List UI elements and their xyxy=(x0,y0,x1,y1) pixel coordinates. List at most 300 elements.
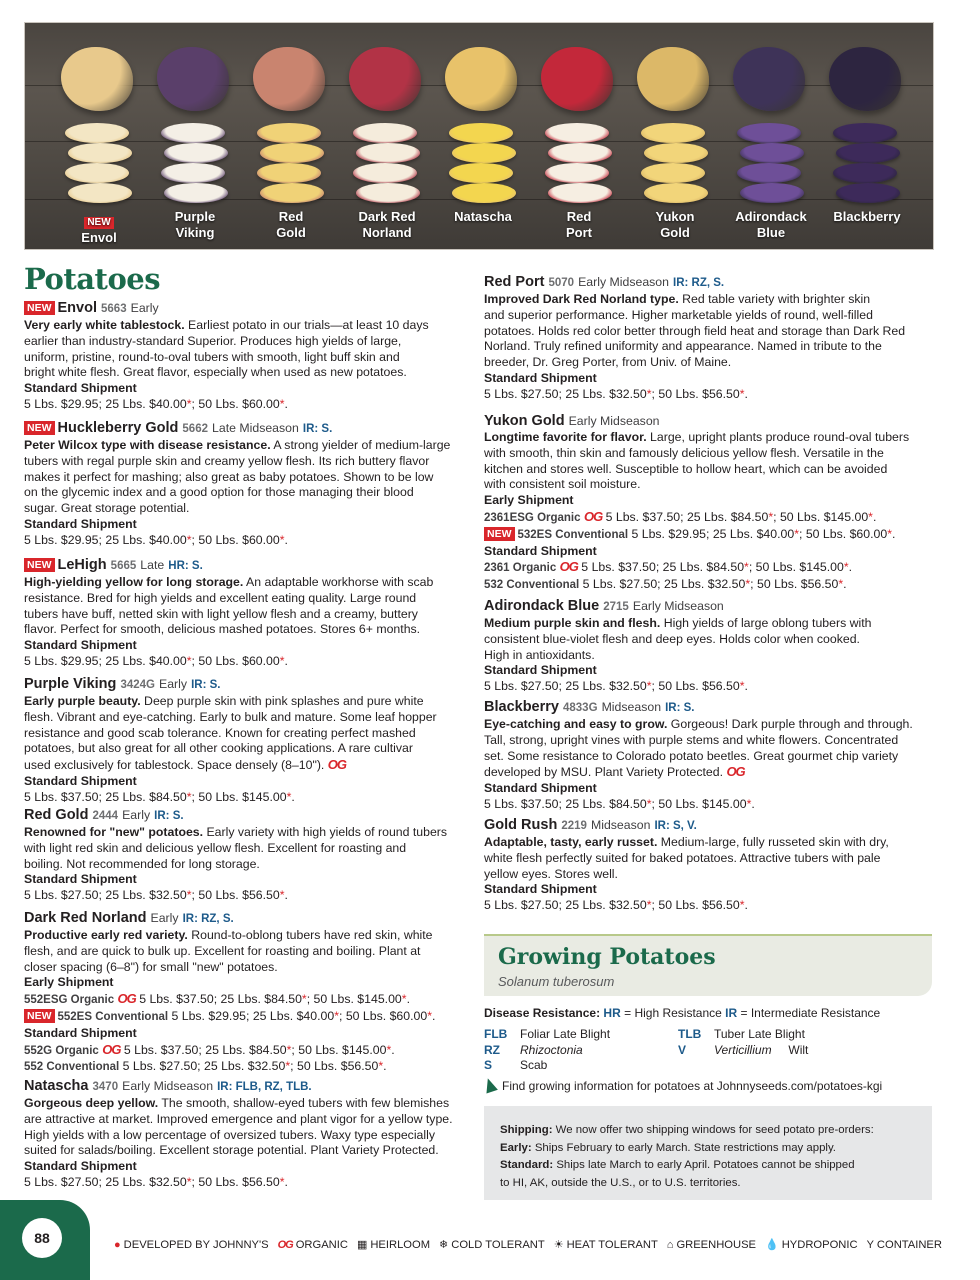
growing-potatoes-box xyxy=(484,934,932,996)
maturity: Early xyxy=(159,677,188,691)
price-star: * xyxy=(646,679,652,694)
price-star: * xyxy=(301,992,307,1007)
entry-heading xyxy=(484,413,932,430)
page-number: 88 xyxy=(22,1218,62,1258)
price-line: 5 Lbs. $27.50; 25 Lbs. $32.50*; 50 Lbs. $56.50*. xyxy=(484,898,748,913)
entry-adirondack-blue xyxy=(484,598,932,695)
price-line: 5 Lbs. $27.50; 25 Lbs. $32.50*; 50 Lbs. $56.50*. xyxy=(24,1174,288,1189)
hr-text: = High Resistance xyxy=(620,1006,726,1020)
entry-heading xyxy=(484,817,932,835)
new-badge: NEW xyxy=(24,558,55,572)
caption-line2: Viking xyxy=(175,225,215,240)
legend-meaning: Foliar Late Blight xyxy=(520,1027,611,1041)
potato-slice xyxy=(68,183,132,203)
entry-heading xyxy=(24,807,472,825)
entry-heading xyxy=(24,910,472,928)
entry-purple-viking xyxy=(24,676,472,806)
entry-gold-rush xyxy=(484,817,932,914)
potato-variety xyxy=(725,23,817,250)
lead-text: Very early white tablestock. xyxy=(24,318,185,332)
description-line: Renowned for "new" potatoes. Early variety with high yields of round tubers xyxy=(24,825,448,839)
disease-resistance-key xyxy=(484,1006,880,1020)
option-line: NEW 552ES Conventional 5 Lbs. $29.95; 25 Lbs. $40.00*; 50 Lbs. $60.00*. xyxy=(24,1009,472,1026)
shipment-label: Standard Shipment xyxy=(24,773,137,788)
legend-label: DEVELOPED BY JOHNNY'S xyxy=(123,1239,269,1251)
entry-heading xyxy=(484,598,932,616)
maturity: Early xyxy=(122,808,151,822)
shipment-label: Standard Shipment xyxy=(484,781,597,796)
potato-slice xyxy=(740,183,804,203)
potato-variety xyxy=(821,23,913,250)
price-star: * xyxy=(739,679,745,694)
potato-slice xyxy=(548,183,612,203)
resistance-codes: IR: S. xyxy=(191,679,221,691)
territories-text: to HI, AK, outside the U.S., or to U.S. territories. xyxy=(500,1176,741,1189)
price-star: * xyxy=(378,1059,384,1074)
potato-slice xyxy=(260,183,324,203)
shipment-label: Standard Shipment xyxy=(484,882,597,897)
whole-potato xyxy=(349,47,421,111)
description-line: Norland. Truly refined uniformity and appearance. Named in tribute to the xyxy=(484,339,882,354)
price-star: * xyxy=(427,1008,432,1023)
variety-name: Red Port xyxy=(484,274,545,290)
legend-code: S xyxy=(484,1058,493,1072)
potato-slice xyxy=(353,163,417,183)
potato-slice xyxy=(641,163,705,183)
legend-meaning: Scab xyxy=(520,1058,548,1072)
cursor-arrow-icon xyxy=(482,1076,498,1093)
variety-name: Natascha xyxy=(24,1078,89,1094)
potato-slice xyxy=(737,163,801,183)
description-line: breeder, Dr. Greg Porter, from Univ. of Maine. xyxy=(484,355,732,370)
description-line: potatoes, but also great for all other cooking applications. A rare cultivar xyxy=(24,741,413,756)
description-line: uniform, pristine, round-to-oval tubers with smooth, light buff skin and xyxy=(24,349,400,364)
description-line: set. Some resistance to Colorado potato beetles. Great gourmet chip variety xyxy=(484,748,899,763)
potato-variety xyxy=(341,23,433,250)
price-star: * xyxy=(746,796,752,811)
resistance-codes: IR: S. xyxy=(154,810,184,822)
description-line: Productive early red variety. Round-to-oblong tubers have red skin, white xyxy=(24,928,433,942)
potato-slice xyxy=(257,123,321,143)
entry-heading xyxy=(484,274,932,292)
description-line: kitchen and stores well. Susceptible to hollow heart, which can be avoided xyxy=(484,461,888,476)
product-code: 2444 xyxy=(92,810,119,822)
ir-text: = Intermediate Resistance xyxy=(737,1006,881,1020)
lead-text: Improved Dark Red Norland type. xyxy=(484,292,679,306)
lead-text: Gorgeous deep yellow. xyxy=(24,1096,159,1110)
legend-code: V xyxy=(678,1042,687,1057)
whole-potato xyxy=(61,47,133,111)
standard-text: Ships late March to early April. Potatoes cannot be shipped xyxy=(553,1159,855,1171)
legend-code: FLB xyxy=(484,1027,508,1041)
shipment-label: Standard Shipment xyxy=(24,1025,137,1040)
potato-slice xyxy=(740,143,804,163)
potato-slice xyxy=(833,163,897,183)
product-code: 5070 xyxy=(548,277,575,289)
variety-name: Gold Rush xyxy=(484,817,558,833)
potato-slice xyxy=(545,163,609,183)
option-label: 2361 Organic xyxy=(484,562,557,575)
new-badge: NEW xyxy=(24,421,55,435)
description-line: Peter Wilcox type with disease resistance. A strong yielder of medium-large xyxy=(24,438,451,452)
lead-text: High-yielding yellow for long storage. xyxy=(24,575,244,589)
potato-slice xyxy=(356,143,420,163)
legend-label: HYDROPONIC xyxy=(781,1239,858,1251)
description-line: with consistent soil moisture. xyxy=(484,477,641,492)
cold-tolerant-icon: ❄ xyxy=(439,1239,449,1251)
price-line: 5 Lbs. $37.50; 25 Lbs. $84.50*; 50 Lbs. $145.00*. xyxy=(484,796,755,811)
organic-icon: OG xyxy=(102,1041,121,1057)
entry-red-gold xyxy=(24,807,472,904)
price-star: * xyxy=(279,532,285,547)
description-line: High in antioxidants. xyxy=(484,647,595,662)
potato-slice xyxy=(449,163,513,183)
resistance-codes: IR: RZ, S. xyxy=(673,277,725,289)
caption-line1: Blackberry xyxy=(833,209,901,224)
description-line: consistent blue-violet flesh and deep eyes. Holds color when cooked. xyxy=(484,631,860,646)
description-line: resistance and good scab tolerance. Known for creating perfect mashed xyxy=(24,725,416,740)
shipment-label: Standard Shipment xyxy=(484,370,597,385)
legend-code: TLB xyxy=(678,1027,702,1041)
shipping-text: We now offer two shipping windows for seed potato pre-orders: xyxy=(552,1124,874,1136)
maturity: Midseason xyxy=(590,818,651,832)
maturity: Early Midseason xyxy=(578,275,669,289)
resistance-codes: IR: S, V. xyxy=(654,820,697,832)
potato-slice xyxy=(164,143,228,163)
resistance-codes: IR: RZ, S. xyxy=(182,913,234,925)
price-star: * xyxy=(739,898,745,913)
description-line: bright white flesh. Great flavor, especially when used as new potatoes. xyxy=(24,365,407,380)
variety-name: LeHigh xyxy=(57,557,107,573)
legend-label: GREENHOUSE xyxy=(676,1239,757,1251)
option-line: 2361 Organic OG 5 Lbs. $37.50; 25 Lbs. $84.50*; 50 Lbs. $145.00*. xyxy=(484,559,853,575)
variety-name: Dark Red Norland xyxy=(24,910,147,926)
price-star: * xyxy=(285,1059,291,1074)
price-star: * xyxy=(646,898,652,913)
potato-slice xyxy=(257,163,321,183)
potato-slice xyxy=(836,183,900,203)
entry-heading xyxy=(24,557,472,575)
description-line: flavor. Perfect for smooth, delicious mashed potatoes. Stores 6+ months. xyxy=(24,622,421,637)
description-line: makes it perfect for mashing; also great as baby potatoes. Shown to be low xyxy=(24,469,434,484)
price-star: * xyxy=(401,992,407,1007)
caption-line2: Gold xyxy=(660,225,690,240)
shipping-label: Shipping: xyxy=(500,1124,553,1136)
lead-text: Peter Wilcox type with disease resistance. xyxy=(24,438,271,452)
option-line: 532 Conventional 5 Lbs. $27.50; 25 Lbs. $32.50*; 50 Lbs. $56.50*. xyxy=(484,577,847,592)
maturity: Early xyxy=(150,911,179,925)
heirloom-icon: ▦ xyxy=(356,1239,368,1251)
description-line: sugar. Great storage potential. xyxy=(24,501,190,516)
shipment-label: Early Shipment xyxy=(484,493,574,508)
legend-suffix: Wilt xyxy=(788,1042,809,1057)
shipment-label: Standard Shipment xyxy=(24,872,137,887)
caption-line1: Red xyxy=(278,209,304,224)
potato-variety xyxy=(53,23,145,250)
growing-info-text: Find growing information for potatoes at Johnnyseeds.com/potatoes-kgi xyxy=(502,1079,883,1093)
legend-label: COLD TOLERANT xyxy=(451,1239,545,1251)
variety-name: Envol xyxy=(57,300,97,316)
lead-text: Medium purple skin and flesh. xyxy=(484,616,661,630)
hydroponic-icon: 💧 xyxy=(765,1239,779,1251)
resistance-codes: IR: S. xyxy=(302,423,333,435)
description-line: Tall, strong, upright vines with purple stems and white flowers. Concentrated xyxy=(484,732,899,747)
caption-line2: Port xyxy=(566,225,592,240)
potato-slice xyxy=(548,143,612,163)
entry-heading xyxy=(484,699,932,717)
entry-lehigh xyxy=(24,557,472,670)
early-text: Ships February to early March. State restrictions may apply. xyxy=(531,1141,836,1154)
resistance-codes: IR: FLB, RZ, TLB. xyxy=(217,1081,312,1093)
variety-name: Huckleberry Gold xyxy=(57,420,179,436)
new-badge: NEW xyxy=(84,217,113,229)
maturity: Late Midseason xyxy=(212,421,299,435)
potato-variety xyxy=(629,23,721,250)
option-line: 2361ESG Organic OG 5 Lbs. $37.50; 25 Lbs. $84.50*; 50 Lbs. $145.00*. xyxy=(484,508,877,524)
maturity: Midseason xyxy=(601,700,662,714)
price-star: * xyxy=(186,888,192,903)
price-star: * xyxy=(279,396,285,411)
product-code: 2219 xyxy=(561,820,587,832)
page-title: Potatoes xyxy=(24,262,161,296)
caption-line2: Blue xyxy=(756,225,786,240)
legend-item xyxy=(667,1239,756,1251)
whole-potato xyxy=(541,47,613,111)
early-label: Early: xyxy=(500,1141,532,1154)
price-line: 5 Lbs. $29.95; 25 Lbs. $40.00*; 50 Lbs. $60.00*. xyxy=(24,396,288,411)
price-star: * xyxy=(794,526,799,541)
potato-slice xyxy=(353,123,417,143)
potato-slice xyxy=(356,183,420,203)
description-line: flesh. Vibrant and eye-catching. Early to bulk and mature. Some leaf hopper xyxy=(24,709,437,724)
organic-icon: OG xyxy=(559,559,578,575)
option-label: 552ES Conventional xyxy=(57,1010,169,1023)
hero-photo xyxy=(24,22,934,250)
description-line: High-yielding yellow for long storage. An adaptable workhorse with scab xyxy=(24,575,434,589)
option-label: 2361ESG Organic xyxy=(484,511,581,524)
price-star: * xyxy=(279,653,285,668)
resistance-codes: HR: S. xyxy=(168,560,203,572)
lead-text: Early purple beauty. xyxy=(24,694,141,708)
caption-line2: Norland xyxy=(362,225,412,240)
option-line: NEW 532ES Conventional 5 Lbs. $29.95; 25 Lbs. $40.00*; 50 Lbs. $60.00*. xyxy=(484,527,932,544)
potato-slice xyxy=(65,163,129,183)
legend-label: HEIRLOOM xyxy=(370,1239,431,1251)
description-line: suited for salads/boiling. Excellent storage potential. Plant Variety Protected. xyxy=(24,1143,439,1158)
price-star: * xyxy=(186,1174,192,1189)
caption-line1: Adirondack xyxy=(735,209,807,224)
description-line: developed by MSU. Plant Variety Protected. OG xyxy=(484,764,745,780)
price-line: 5 Lbs. $27.50; 25 Lbs. $32.50*; 50 Lbs. $56.50*. xyxy=(484,679,748,694)
potato-slice xyxy=(449,123,513,143)
description-line: High yields with a low percentage of oversized tubers. Waxy type especially xyxy=(24,1127,436,1142)
whole-potato xyxy=(829,47,901,111)
disease-label: Disease Resistance: xyxy=(484,1006,601,1020)
new-badge: NEW xyxy=(24,301,55,315)
potato-variety xyxy=(437,23,529,250)
price-star: * xyxy=(646,386,652,401)
entry-heading xyxy=(24,300,472,318)
shipment-label: Standard Shipment xyxy=(24,381,137,396)
description-line: flesh, and are quick to bulk up. Excellent for roasting and boiling. Plant at xyxy=(24,943,421,958)
option-label: 552ESG Organic xyxy=(24,994,115,1007)
caption-line1: Purple xyxy=(174,209,216,224)
description-line: tubers have buff, netted skin with light yellow flesh and a creamy, buttery xyxy=(24,606,418,621)
description-line: Very early white tablestock. Earliest potato in our trials—at least 10 days xyxy=(24,318,429,332)
resistance-codes: IR: S. xyxy=(665,702,695,714)
product-code: 5665 xyxy=(110,560,137,572)
description-line: resistance. Bred for high yields and excellent eating quality. Large round xyxy=(24,590,417,605)
variety-name: Adirondack Blue xyxy=(484,598,600,614)
greenhouse-icon: ⌂ xyxy=(666,1239,674,1251)
price-star: * xyxy=(745,577,751,592)
potato-slice xyxy=(452,183,516,203)
price-star: * xyxy=(386,1042,392,1057)
potato-slice xyxy=(161,163,225,183)
product-code: 3470 xyxy=(92,1081,119,1093)
organic-icon: OG xyxy=(117,991,136,1007)
growing-info-link[interactable] xyxy=(484,1078,882,1093)
entry-natascha xyxy=(24,1078,472,1191)
potato-slice xyxy=(644,183,708,203)
shipment-label: Standard Shipment xyxy=(24,1159,137,1174)
option-label: 532ES Conventional xyxy=(517,528,629,541)
legend-item xyxy=(765,1239,858,1251)
caption-line1: Yukon xyxy=(655,209,695,224)
price-star: * xyxy=(887,526,892,541)
caption-line1: Natascha xyxy=(454,209,512,224)
description-line: Early purple beauty. Deep purple skin with pink splashes and pure white xyxy=(24,694,424,708)
caption-line2: Gold xyxy=(276,225,306,240)
shipment-label: Standard Shipment xyxy=(484,543,597,558)
price-star: * xyxy=(286,789,292,804)
option-line: 552G Organic OG 5 Lbs. $37.50; 25 Lbs. $84.50*; 50 Lbs. $145.00*. xyxy=(24,1041,395,1057)
shipment-label: Standard Shipment xyxy=(484,663,597,678)
price-line: 5 Lbs. $29.95; 25 Lbs. $40.00*; 50 Lbs. $60.00*. xyxy=(24,653,288,668)
entry-yukon-gold xyxy=(484,413,932,594)
option-label: 552 Conventional xyxy=(24,1061,120,1074)
entry-dark-red-norland xyxy=(24,910,472,1076)
growing-title: Growing Potatoes xyxy=(498,944,716,970)
organic-icon: OG xyxy=(726,764,745,780)
description-line: and superior performance. Higher marketable yields of round, well-filled xyxy=(484,307,873,322)
entry-heading xyxy=(24,420,472,438)
product-code: 4833G xyxy=(563,702,598,714)
legend-item xyxy=(439,1239,545,1251)
entry-heading xyxy=(24,1078,472,1096)
description-line: yellow eyes. Stores well. xyxy=(484,866,618,881)
lead-text: Eye-catching and easy to grow. xyxy=(484,717,668,731)
whole-potato xyxy=(637,47,709,111)
legend-label: CONTAINER xyxy=(876,1239,942,1251)
legend-meaning: Rhizoctonia xyxy=(520,1042,583,1057)
variety-name: Purple Viking xyxy=(24,676,117,692)
potato-slice xyxy=(641,123,705,143)
potato-variety xyxy=(533,23,625,250)
entry-red-port xyxy=(484,274,932,403)
potato-slice xyxy=(833,123,897,143)
price-star: * xyxy=(646,796,652,811)
product-code: 2715 xyxy=(603,601,629,613)
ir-abbr: IR xyxy=(725,1006,738,1020)
price-star: * xyxy=(279,888,285,903)
potato-variety xyxy=(245,23,337,250)
legend-item xyxy=(278,1239,348,1251)
price-star: * xyxy=(286,1042,292,1057)
caption-line1: Envol xyxy=(81,230,117,245)
legend-meaning: Verticillium xyxy=(714,1042,772,1057)
price-star: * xyxy=(744,560,749,575)
maturity: Late xyxy=(140,558,165,572)
legend-code: RZ xyxy=(484,1042,500,1057)
lead-text: Renowned for "new" potatoes. xyxy=(24,825,204,839)
description-line: with light red skin and delicious yellow flesh. Excellent for roasting and xyxy=(24,840,407,855)
price-star: * xyxy=(334,1008,339,1023)
product-code: 5662 xyxy=(182,423,208,435)
potato-slice xyxy=(260,143,324,163)
description-line: Longtime favorite for flavor. Large, upright plants produce round-oval tubers xyxy=(484,430,910,444)
product-code: 3424G xyxy=(120,679,155,691)
entry-huckleberry-gold xyxy=(24,420,472,549)
entry-heading xyxy=(24,676,472,694)
variety-name: Red Gold xyxy=(24,807,89,823)
price-star: * xyxy=(186,396,192,411)
description-line: closer spacing (6–8") for small "new" potatoes. xyxy=(24,959,278,974)
potato-slice xyxy=(164,183,228,203)
organic-icon: OG xyxy=(327,757,346,773)
caption-line1: Dark Red xyxy=(358,209,416,224)
maturity: Early Midseason xyxy=(122,1079,214,1093)
heat-tolerant-icon: ☀ xyxy=(553,1239,564,1251)
standard-label: Standard: xyxy=(500,1159,554,1171)
price-star: * xyxy=(186,653,192,668)
lead-text: Adaptable, tasty, early russet. xyxy=(484,835,658,849)
hr-abbr: HR xyxy=(603,1006,621,1020)
description-line: potatoes. Holds red color better through field heat and storage than Dark Red xyxy=(484,323,906,338)
lead-text: Longtime favorite for flavor. xyxy=(484,430,647,444)
potato-slice xyxy=(545,123,609,143)
price-star: * xyxy=(739,386,745,401)
description-line: earlier than industry-standard Superior. Produces high yields of large, xyxy=(24,333,402,348)
price-line: 5 Lbs. $29.95; 25 Lbs. $40.00*; 50 Lbs. $60.00*. xyxy=(24,532,288,547)
organic-icon: OG xyxy=(583,508,603,524)
legend-item xyxy=(114,1239,269,1251)
potato-variety xyxy=(149,23,241,250)
price-line: 5 Lbs. $27.50; 25 Lbs. $32.50*; 50 Lbs. $56.50*. xyxy=(484,386,748,401)
new-badge: NEW xyxy=(484,527,515,541)
organic-icon: OG xyxy=(277,1239,293,1251)
shipping-info-box xyxy=(484,1106,932,1200)
description-line: used exclusively for tablestock. Space densely (8–10"). OG xyxy=(24,757,346,773)
variety-name: Yukon Gold xyxy=(484,413,565,429)
potato-slice xyxy=(452,143,516,163)
option-line: 552ESG Organic OG 5 Lbs. $37.50; 25 Lbs. $84.50*; 50 Lbs. $145.00*. xyxy=(24,991,410,1007)
price-star: * xyxy=(186,532,192,547)
option-label: 532 Conventional xyxy=(484,579,580,592)
icon-legend-bar xyxy=(114,1238,951,1251)
variety-name: Blackberry xyxy=(484,699,559,715)
price-star: * xyxy=(279,1174,285,1189)
description-line: tubers with regal purple skin and creamy yellow flesh. Its rich buttery flavor xyxy=(24,453,430,468)
price-star: * xyxy=(768,509,774,524)
new-badge: NEW xyxy=(24,1009,55,1023)
product-code: 5663 xyxy=(101,303,127,315)
potato-slice xyxy=(65,123,129,143)
maturity: Early Midseason xyxy=(568,414,660,428)
shipment-label: Standard Shipment xyxy=(24,516,137,531)
whole-potato xyxy=(253,47,325,111)
entry-envol xyxy=(24,300,472,413)
